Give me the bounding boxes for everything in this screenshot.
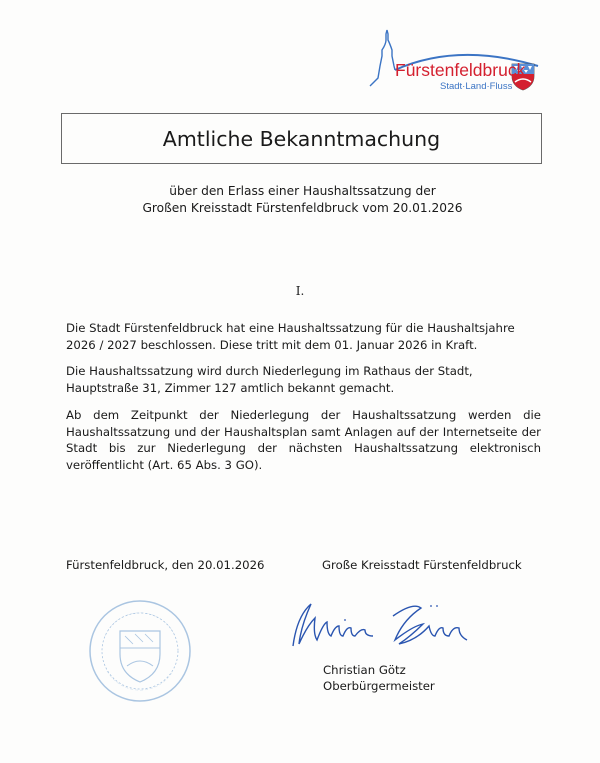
- paragraph-1: Die Stadt Fürstenfeldbruck hat eine Haushaltssatzung für die Haushaltsjahre 2026 / 2027 beschlossen. Diese tritt mit dem 01. Januar 2026 in Kraft.: [66, 321, 515, 352]
- subtitle: [61, 183, 544, 217]
- church-tower-icon: [370, 30, 395, 86]
- paragraph-3: Ab dem Zeitpunkt der Niederlegung der Haushaltssatzung werden die Haushaltssatzung und der Haushaltsplan samt Anlagen auf der Internetseite der Stadt bis zur Niederlegung der nächsten Haushaltssatzung elektronisch veröffentlicht (Art. 65 Abs. 3 GO).: [66, 408, 541, 472]
- section-number: I.: [295, 284, 305, 298]
- logo-tagline: Stadt·Land·Fluss: [440, 81, 513, 92]
- paragraph-2: Die Haushaltssatzung wird durch Niederlegung im Rathaus der Stadt, Hauptstraße 31, Zimmer 127 amtlich bekannt gemacht.: [66, 364, 473, 395]
- subtitle-line-2: Großen Kreisstadt Fürstenfeldbruck vom 20.01.2026: [142, 201, 463, 215]
- title-box: [61, 113, 542, 164]
- logo-wordmark: Fürstenfeldbruck: [395, 60, 526, 80]
- issuer: Große Kreisstadt Fürstenfeldbruck: [322, 558, 522, 572]
- subtitle-line-1: über den Erlass einer Haushaltssatzung der: [169, 184, 436, 198]
- signer-name: Christian Götz: [323, 663, 406, 677]
- handwritten-signature: [283, 596, 493, 656]
- official-seal-stamp: [85, 596, 195, 706]
- place-date: Fürstenfeldbruck, den 20.01.2026: [66, 558, 265, 572]
- signer-role: Oberbürgermeister: [323, 679, 435, 693]
- page-title: Amtliche Bekanntmachung: [162, 126, 441, 151]
